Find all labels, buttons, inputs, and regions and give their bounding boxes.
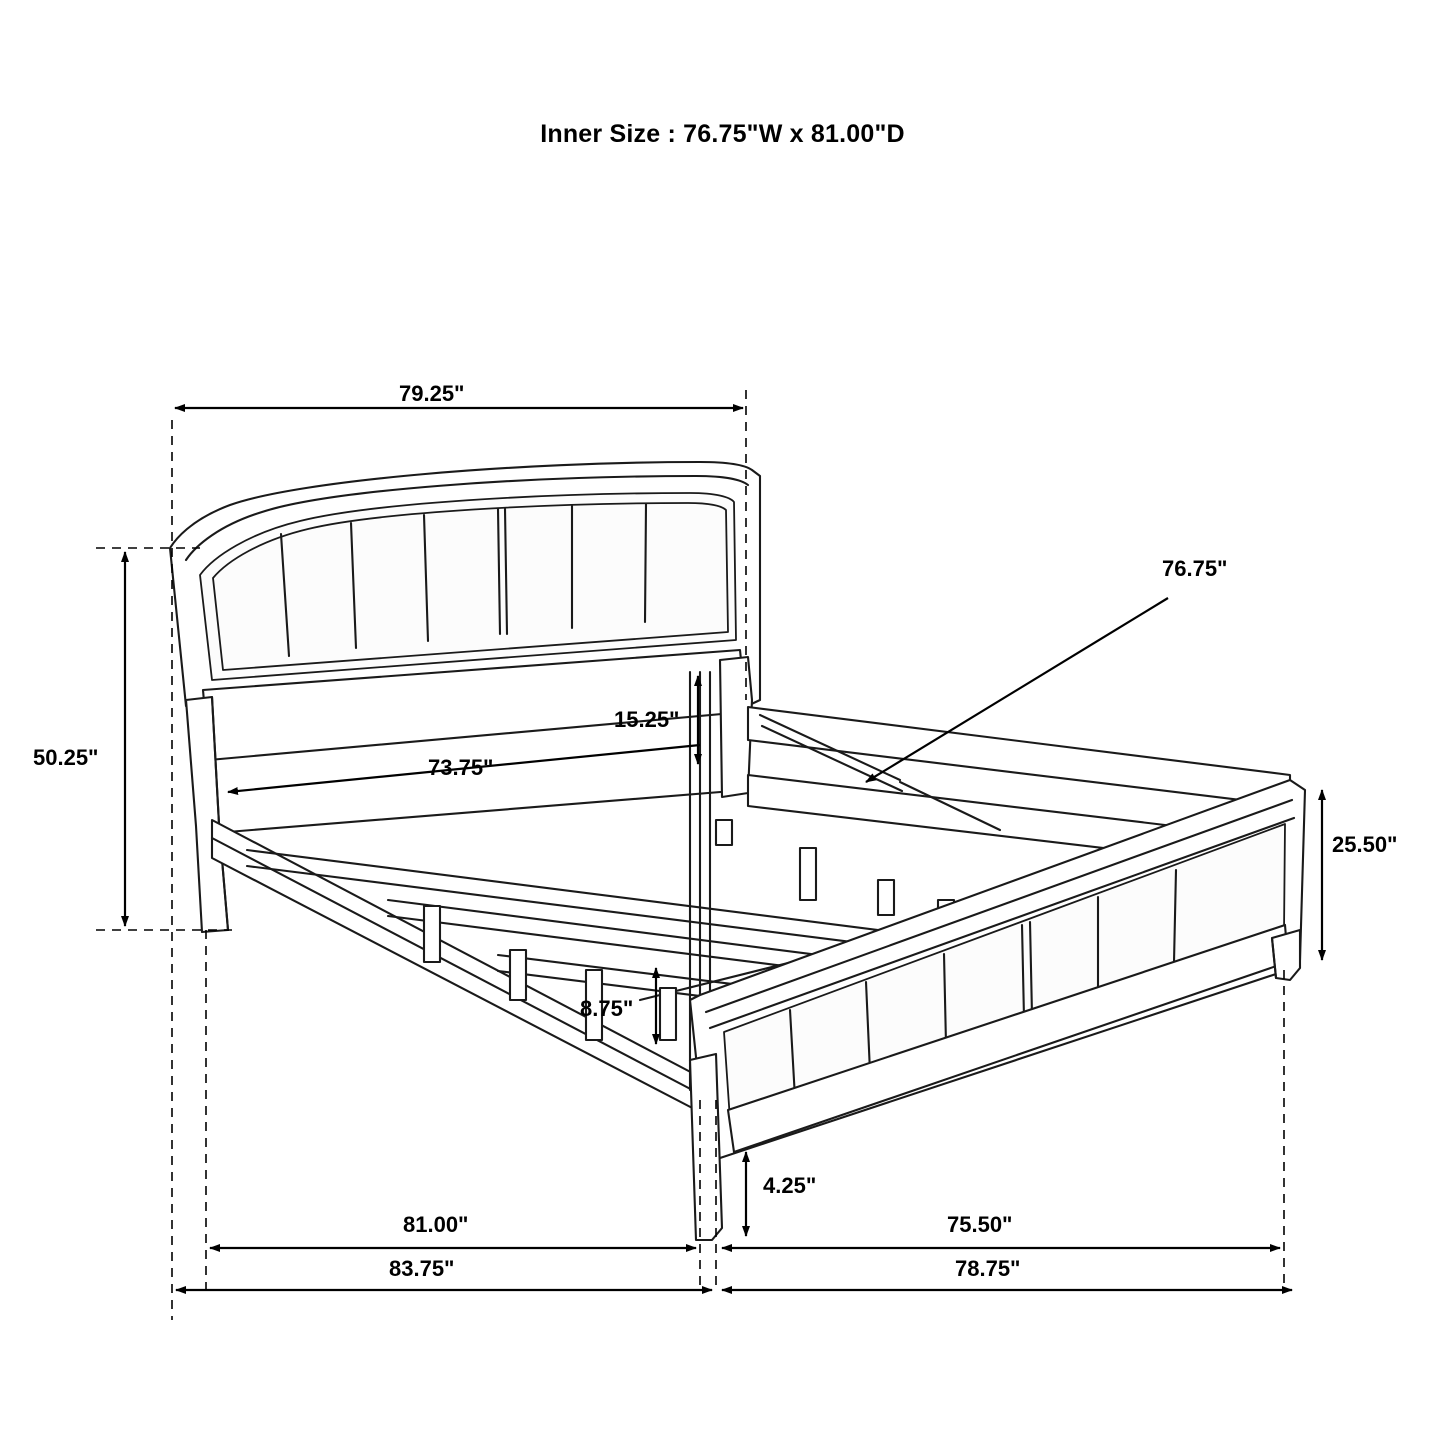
bed-illustration [170, 462, 1305, 1240]
footboard-left-leg [690, 1054, 722, 1240]
headboard-tuft-6 [645, 504, 646, 622]
label-left-height: 50.25" [33, 745, 99, 770]
label-headboard-panel-height: 15.25" [614, 707, 680, 732]
label-foot-clearance: 4.25" [763, 1173, 817, 1198]
slat-leg-2 [510, 950, 526, 1000]
page-title: Inner Size : 76.75"W x 81.00"D [540, 120, 905, 148]
label-footboard-width: 75.50" [947, 1212, 1013, 1237]
slat-leg-6 [878, 880, 894, 915]
label-inner-depth: 81.00" [403, 1212, 469, 1237]
slat-leg-4 [660, 988, 676, 1040]
slat-leg-1 [424, 906, 440, 962]
label-footboard-height: 25.50" [1332, 832, 1398, 857]
label-inner-width-callout: 76.75" [1162, 556, 1228, 581]
label-overall-depth: 83.75" [389, 1256, 455, 1281]
slat-leg-8 [716, 820, 732, 845]
slat-leg-5 [800, 848, 816, 900]
label-footboard-overall-width: 78.75" [955, 1256, 1021, 1281]
label-top-width: 79.25" [399, 381, 465, 406]
label-headboard-inner-width: 73.75" [428, 755, 494, 780]
label-slat-height: 8.75" [580, 996, 634, 1021]
